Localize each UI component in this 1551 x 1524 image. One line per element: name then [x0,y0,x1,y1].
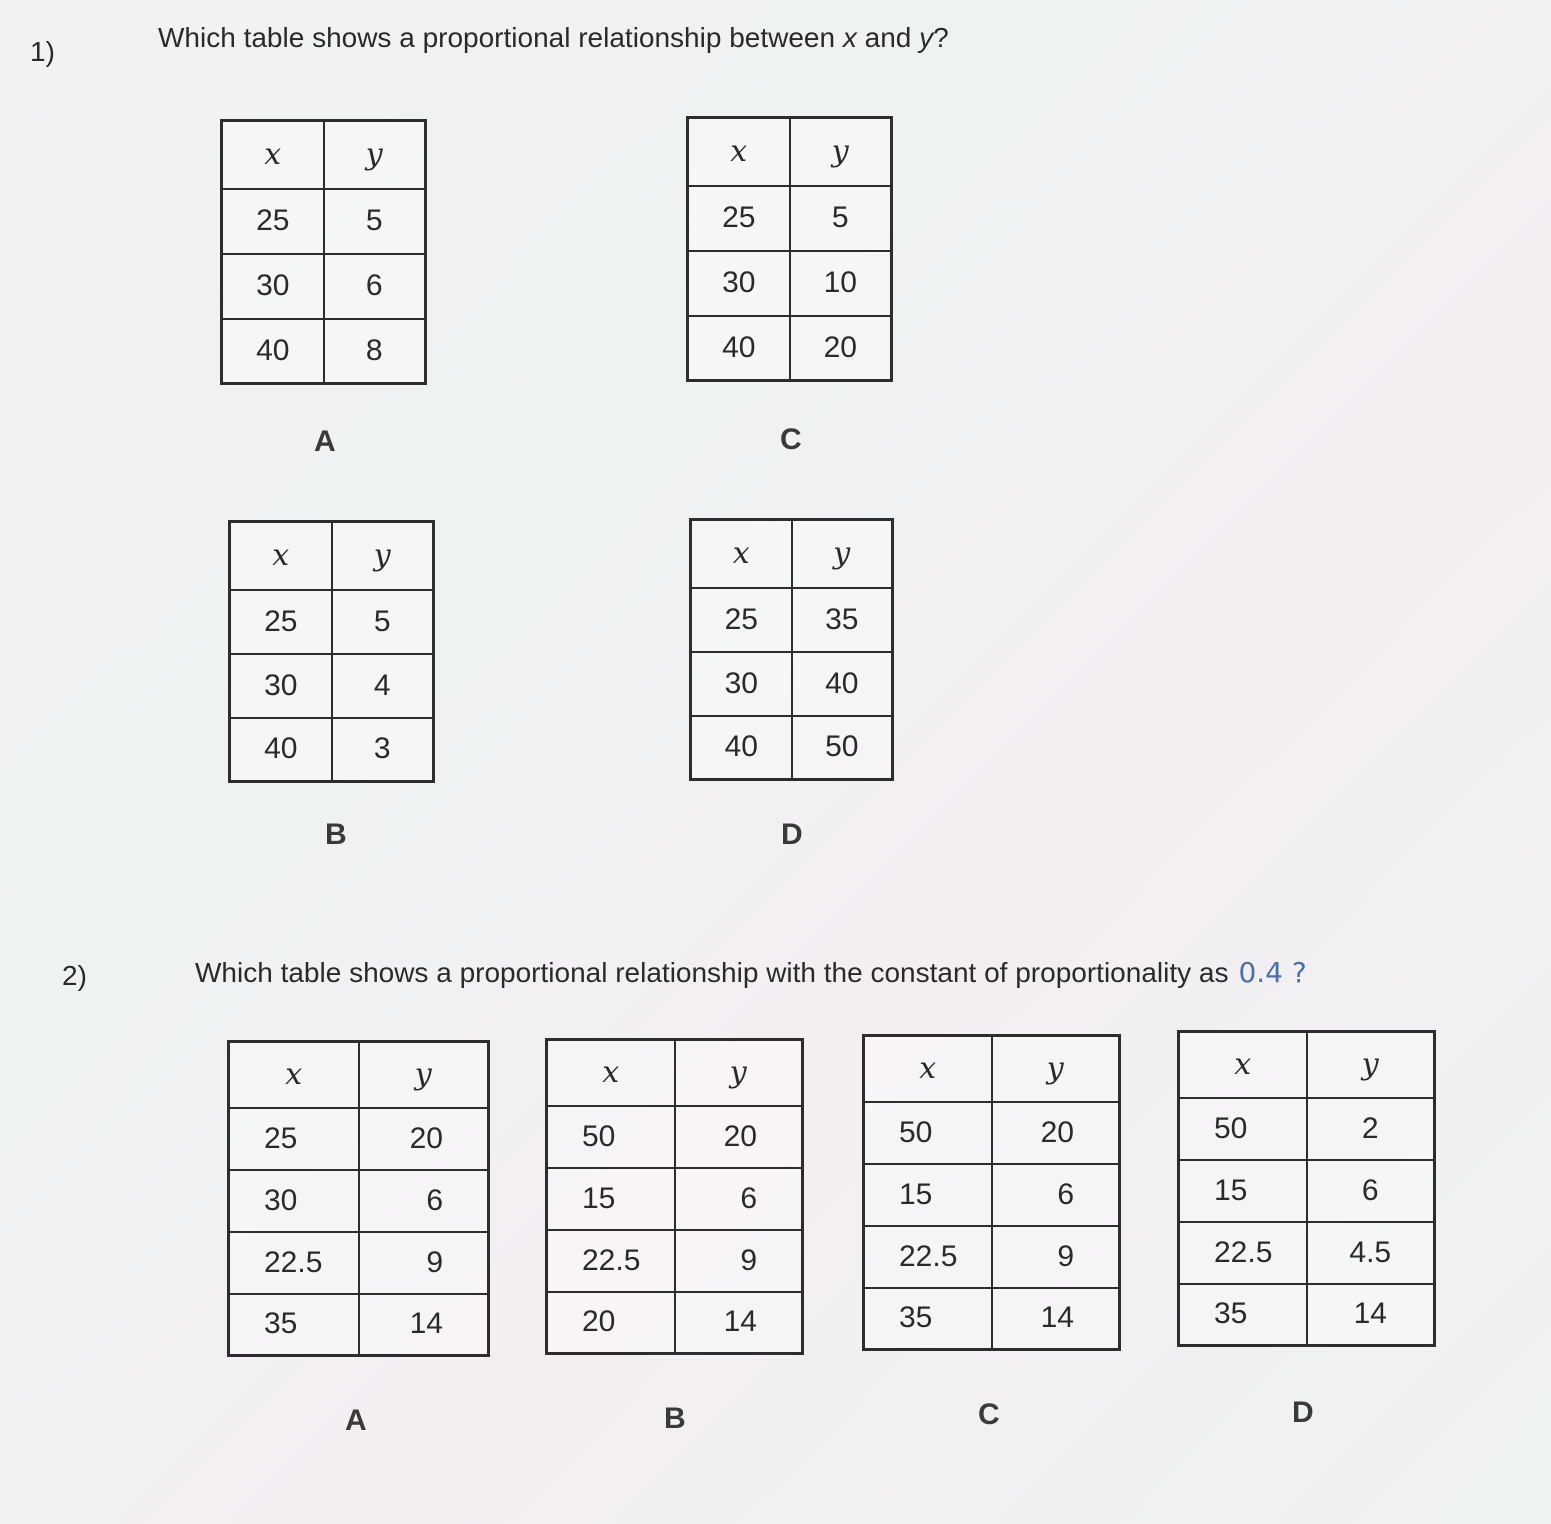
q2-label-d: D [1292,1396,1314,1429]
table-header-y: y [1307,1032,1435,1098]
q2-label-c: C [978,1398,1000,1431]
table-header-y: y [992,1036,1120,1102]
table-header-x: x [688,118,790,186]
table-cell: 9 [359,1232,489,1294]
table-cell: 15 [547,1168,675,1230]
table-cell: 9 [992,1226,1120,1288]
q1-label-b: B [325,818,347,851]
table-cell: 10 [790,251,892,316]
table-cell: 30 [229,1170,359,1232]
table-cell: 50 [792,716,893,780]
table-cell: 35 [864,1288,992,1350]
question-1-var-x: x [842,22,857,53]
table-cell: 15 [1179,1160,1307,1222]
q2-table-a [227,1040,490,1357]
question-1-number: 1) [30,36,55,67]
table-cell: 6 [324,254,426,319]
table-cell: 5 [790,186,892,251]
question-1-text-prefix: Which table shows a proportional relationship between [158,22,843,53]
table-cell: 25 [230,590,332,654]
q1-label-c: C [780,423,802,456]
table-cell: 6 [992,1164,1120,1226]
q1-label-a: A [314,425,336,458]
table-cell: 6 [675,1168,803,1230]
question-2-text-main: Which table shows a proportional relationship with the constant of proportionality as [195,957,1229,988]
table-cell: 15 [864,1164,992,1226]
table-cell: 22.5 [1179,1222,1307,1284]
table-header-y: y [359,1042,489,1108]
table-cell: 3 [332,718,434,782]
question-1-text-suffix: ? [933,22,949,53]
q2-table-b [545,1038,804,1355]
q1-table-c [686,116,893,382]
handwritten-answer: 0.4 ? [1238,956,1307,989]
table-header-x: x [864,1036,992,1102]
table-cell: 14 [359,1294,489,1356]
question-1-text [158,22,949,54]
q2-table-c [862,1034,1121,1351]
table-cell: 25 [691,588,792,652]
table-cell: 25 [222,189,324,254]
question-1-var-y: y [919,22,934,53]
table-cell: 50 [1179,1098,1307,1160]
table-cell: 20 [992,1102,1120,1164]
table-cell: 8 [324,319,426,384]
table-cell: 4 [332,654,434,718]
table-header-y: y [332,522,434,590]
table-header-x: x [547,1040,675,1106]
table-cell: 14 [675,1292,803,1354]
table-cell: 6 [359,1170,489,1232]
table-header-x: x [229,1042,359,1108]
table-header-x: x [1179,1032,1307,1098]
table-cell: 2 [1307,1098,1435,1160]
table-cell: 6 [1307,1160,1435,1222]
table-cell: 35 [1179,1284,1307,1346]
table-cell: 30 [230,654,332,718]
table-cell: 30 [222,254,324,319]
table-header-x: x [691,520,792,588]
table-cell: 40 [691,716,792,780]
table-cell: 25 [229,1108,359,1170]
q1-table-b [228,520,435,783]
table-cell: 35 [792,588,893,652]
q1-label-d: D [781,818,803,851]
table-cell: 35 [229,1294,359,1356]
table-header-y: y [792,520,893,588]
table-cell: 40 [230,718,332,782]
table-cell: 22.5 [229,1232,359,1294]
table-cell: 40 [222,319,324,384]
q1-table-d [689,518,894,781]
table-header-y: y [324,121,426,189]
q2-label-a: A [345,1404,367,1437]
table-cell: 20 [359,1108,489,1170]
table-cell: 22.5 [864,1226,992,1288]
q2-label-b: B [664,1402,686,1435]
question-2-number: 2) [62,960,87,991]
table-cell: 14 [992,1288,1120,1350]
q2-table-d [1177,1030,1436,1347]
q1-table-a [220,119,427,385]
table-cell: 30 [688,251,790,316]
table-cell: 5 [332,590,434,654]
table-cell: 22.5 [547,1230,675,1292]
table-cell: 20 [675,1106,803,1168]
table-header-x: x [222,121,324,189]
table-cell: 40 [688,316,790,381]
table-header-x: x [230,522,332,590]
table-header-y: y [790,118,892,186]
table-cell: 9 [675,1230,803,1292]
question-1-text-and: and [856,22,920,53]
table-cell: 20 [547,1292,675,1354]
table-cell: 50 [547,1106,675,1168]
table-cell: 40 [792,652,893,716]
table-cell: 14 [1307,1284,1435,1346]
table-cell: 5 [324,189,426,254]
table-cell: 30 [691,652,792,716]
table-cell: 4.5 [1307,1222,1435,1284]
table-cell: 50 [864,1102,992,1164]
question-2-text [195,956,1307,989]
table-header-y: y [675,1040,803,1106]
table-cell: 25 [688,186,790,251]
table-cell: 20 [790,316,892,381]
